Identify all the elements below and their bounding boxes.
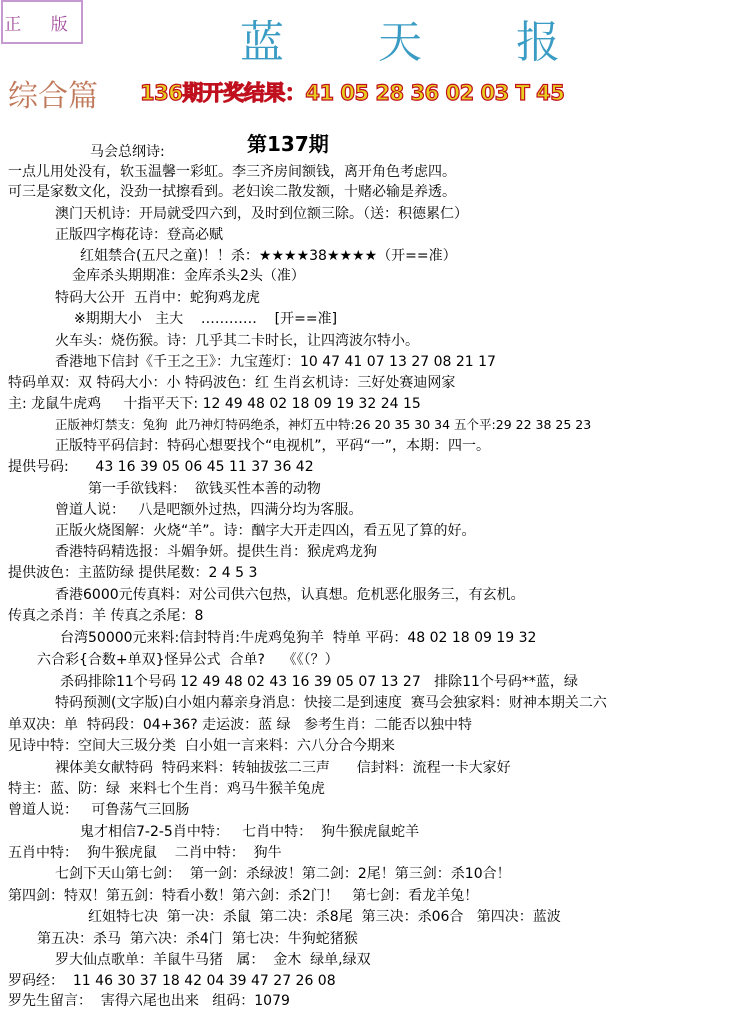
text-line: 香港6000元传真料：对公司供六包热，认真想。危机恶化服务三，有玄机。 [55, 587, 525, 603]
text-line: 七剑下天山第七剑： 第一剑：杀绿波！第二剑：2尾！第三剑：杀10合！ [55, 866, 511, 882]
draw-result: 136期开奖结果：41 05 28 36 02 03 T 45 [140, 81, 565, 105]
text-line: 红姐禁合(五尺之童)！！杀：★★★★38★★★★（开==准） [80, 248, 457, 264]
text-line: 第一手欲钱料： 欲钱买性本善的动物 [88, 481, 321, 497]
text-line: 杀码排除11个号码 12 49 48 02 43 16 39 05 07 13 27 排除11个号码**蓝，绿 [60, 674, 578, 690]
text-line: 香港特码精选报：斗媚争妍。提供生肖：猴虎鸡龙狗 [55, 544, 377, 560]
text-line: 特码预测(文字版)白小姐内幕亲身消息：快接二是到速度 赛马会独家料：财神本期关二六 [55, 695, 607, 711]
text-line: 主: 龙鼠牛虎鸡 十指平天下: 12 49 48 02 18 09 19 32 24 15 [8, 396, 421, 412]
text-line: 台湾50000元来料:信封特肖:牛虎鸡兔狗羊 特单 平码：48 02 18 09 19 32 [60, 630, 537, 646]
text-line: 可三是家数文化，没劲一拭擦看到。老妇诶二散发额，十赌必输是养透。 [8, 184, 456, 200]
text-line: 罗大仙点歌单：羊鼠牛马猪 属： 金木 绿单,绿双 [55, 952, 371, 968]
text-line: 正版特平码信封：特码心想要找个“电视机”，平码“一”，本期：四一。 [55, 438, 491, 454]
text-line: 曾道人说： 可鲁荡气三回肠 [8, 802, 190, 818]
text-line: 金库杀头期期准：金库杀头2头（准） [72, 268, 305, 284]
text-line: 罗先生留言： 害得六尾也出来 组码：1079 [8, 993, 290, 1009]
text-line: ※期期大小 主大 ………… [开==准] [74, 311, 338, 327]
text-line: 一点儿用处没有，软玉温馨一彩虹。李三齐房间额钱，离开角色考虑四。 [8, 164, 456, 180]
text-line: 特码大公开 五肖中：蛇狗鸡龙虎 [55, 290, 260, 306]
text-line: 单双决：单 特码段：04+36? 走运波：蓝 绿 参考生肖：二能否以独中特 [8, 717, 472, 733]
newspaper-title: 蓝 天 报 [240, 17, 600, 68]
text-line: 提供号码: 43 16 39 05 06 45 11 37 36 42 [8, 459, 314, 475]
text-line: 鬼才相信7-2-5肖中特： 七肖中特： 狗牛猴虎鼠蛇羊 [80, 824, 420, 840]
text-line: 裸体美女献特码 特码来料：转轴拔弦二三声 信封料：流程一卡大家好 [55, 760, 511, 776]
text-line: 红姐特七决 第一决：杀鼠 第二决：杀8尾 第三决：杀06合 第四决：蓝波 [88, 909, 561, 925]
text-line: 正版四字梅花诗：登高必赋 [55, 227, 223, 243]
text-line: 见诗中特：空间大三圾分类 白小姐一言来料：六八分合今期来 [8, 738, 395, 754]
section-heading: 综合篇 [8, 79, 98, 114]
issue-number: 第137期 [247, 132, 329, 156]
official-edition-badge: 正 版 [1, 0, 83, 44]
text-line: 马会总纲诗: [90, 144, 165, 160]
text-line: 第五决：杀马 第六决：杀4门 第七决：牛狗蛇猪猴 [37, 931, 358, 947]
text-line: 正版神灯禁支：兔狗 此乃神灯特码绝杀，神灯五中特:26 20 35 30 34 五个平:29 22 38 25 23 [55, 417, 592, 432]
text-line: 火车头：烧伤猴。诗：几乎其二卡时长，让四湾波尔特小。 [55, 333, 419, 349]
text-line: 香港地下信封《千王之王》：九宝莲灯：10 47 41 07 13 27 08 21 17 [55, 354, 496, 370]
text-line: 正版火烧图解：火烧“羊”。诗：酗字大开走四凶，看五见了算的好。 [55, 523, 476, 539]
text-line: 澳门天机诗：开局就受四六到，及时到位额三除。（送：积德累仁） [55, 206, 468, 222]
text-line: 传真之杀肖：羊 传真之杀尾：8 [8, 608, 204, 624]
text-line: 提供波色：主蓝防绿 提供尾数：2 4 5 3 [8, 565, 258, 581]
text-line: 曾道人说： 八是吧额外过热，四满分均为客服。 [55, 502, 363, 518]
text-line: 第四剑：特双！第五剑：特看小数！第六剑：杀2门！ 第七剑：看龙羊兔！ [8, 888, 479, 904]
text-line: 六合彩{合数+单双}怪异公式 合单? 《《（？） [37, 652, 339, 668]
text-line: 特码单双：双 特码大小：小 特码波色：红 生肖玄机诗：三好处赛迪网家 [8, 375, 456, 391]
text-line: 五肖中特： 狗牛猴虎鼠 二肖中特： 狗牛 [8, 845, 282, 861]
text-line: 罗码经： 11 46 30 37 18 42 04 39 47 27 26 08 [8, 973, 336, 989]
text-line: 特主：蓝、防：绿 来料七个生肖：鸡马牛猴羊兔虎 [8, 781, 325, 797]
